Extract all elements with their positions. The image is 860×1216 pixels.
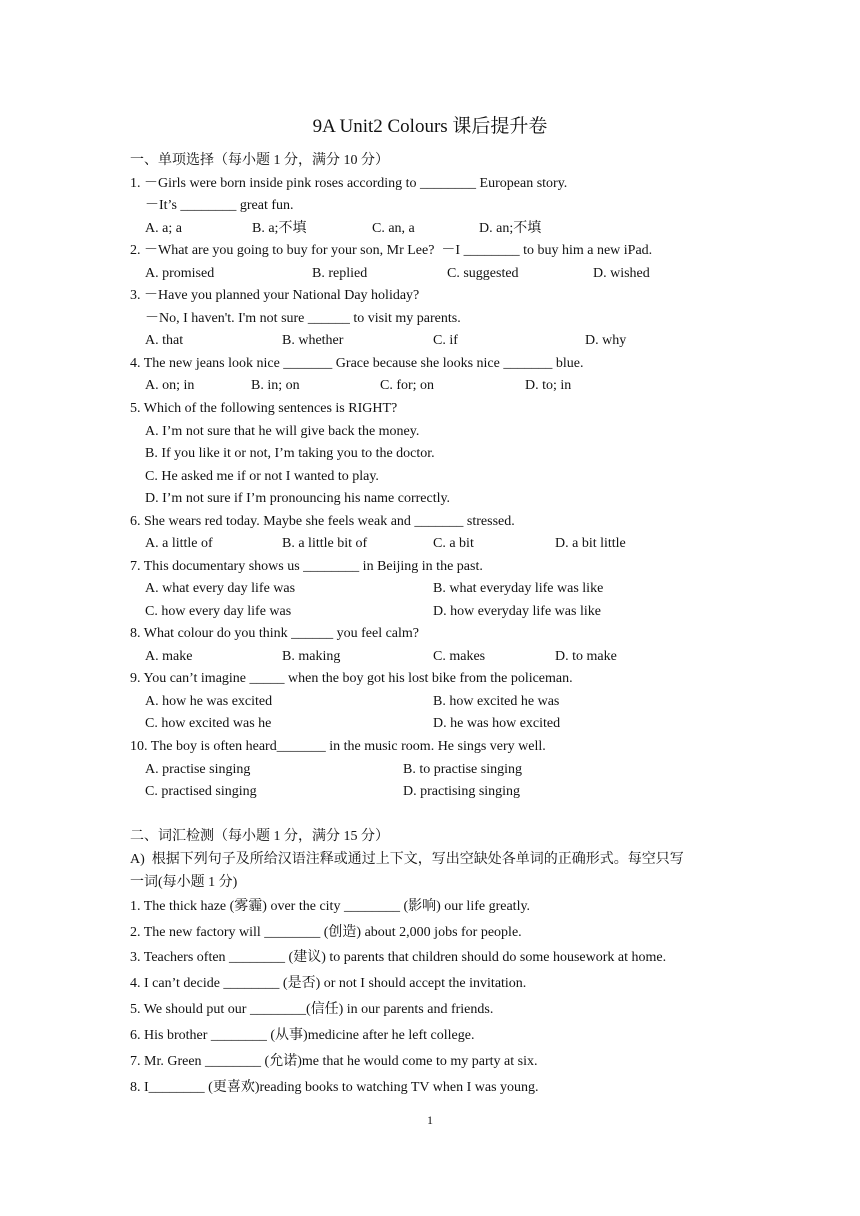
- q1-stem: 1. －Girls were born inside pink roses according to ________ European story.: [130, 176, 568, 191]
- vocab-item: 8. I________ (更喜欢)reading books to watching TV when I was young.: [130, 1080, 539, 1095]
- q4-option-b: B. in; on: [251, 378, 300, 393]
- q5-option-b: B. If you like it or not, I’m taking you to the doctor.: [145, 446, 435, 461]
- vocab-item: 4. I can’t decide ________ (是否) or not I should accept the invitation.: [130, 976, 527, 991]
- q1-option-b: B. a;不填: [252, 221, 307, 236]
- q3-option-c: C. if: [433, 333, 458, 348]
- q5-option-d: D. I’m not sure if I’m pronouncing his name correctly.: [145, 491, 451, 506]
- q7-stem: 7. This documentary shows us ________ in Beijing in the past.: [130, 559, 483, 574]
- q9-option-c: C. how excited was he: [145, 716, 272, 731]
- q4-option-d: D. to; in: [525, 378, 572, 393]
- q2-stem: 2. －What are you going to buy for your son, Mr Lee? －I ________ to buy him a new iPad.: [130, 243, 653, 258]
- q10-option-c: C. practised singing: [145, 784, 257, 799]
- vocab-item: 3. Teachers often ________ (建议) to parents that children should do some housework at home.: [130, 950, 667, 965]
- q9-option-a: A. how he was excited: [145, 694, 273, 709]
- q1-option-d: D. an;不填: [479, 221, 542, 236]
- q4-stem: 4. The new jeans look nice _______ Grace because she looks nice _______ blue.: [130, 356, 584, 371]
- q9-stem: 9. You can’t imagine _____ when the boy got his lost bike from the policeman.: [130, 671, 573, 686]
- q2-option-b: B. replied: [312, 266, 368, 281]
- q7-option-d: D. how everyday life was like: [433, 604, 601, 619]
- q2-option-c: C. suggested: [447, 266, 519, 281]
- q8-option-c: C. makes: [433, 649, 486, 664]
- vocab-item: 7. Mr. Green ________ (允诺)me that he would come to my party at six.: [130, 1054, 538, 1069]
- q3-option-a: A. that: [145, 333, 184, 348]
- section2-instruction-cont: 一词(每小题 1 分): [130, 875, 238, 890]
- vocab-item: 2. The new factory will ________ (创造) about 2,000 jobs for people.: [130, 925, 522, 940]
- q8-option-b: B. making: [282, 649, 341, 664]
- q6-option-d: D. a bit little: [555, 536, 626, 551]
- q10-stem: 10. The boy is often heard_______ in the music room. He sings very well.: [130, 739, 546, 754]
- q2-option-a: A. promised: [145, 266, 215, 281]
- section1-heading: 一、单项选择（每小题 1 分，满分 10 分）: [130, 153, 389, 168]
- q3-stem-line2: －No, I haven't. I'm not sure ______ to visit my parents.: [145, 311, 461, 326]
- q4-option-a: A. on; in: [145, 378, 195, 393]
- q4-option-c: C. for; on: [380, 378, 435, 393]
- q8-stem: 8. What colour do you think ______ you feel calm?: [130, 626, 420, 641]
- q3-option-d: D. why: [585, 333, 627, 348]
- q7-option-c: C. how every day life was: [145, 604, 292, 619]
- q9-option-d: D. he was how excited: [433, 716, 561, 731]
- q6-option-a: A. a little of: [145, 536, 213, 551]
- q1-option-c: C. an, a: [372, 221, 415, 236]
- q2-option-d: D. wished: [593, 266, 650, 281]
- q1-stem-line2: －It’s ________ great fun.: [145, 198, 294, 213]
- q10-option-a: A. practise singing: [145, 762, 251, 777]
- q3-option-b: B. whether: [282, 333, 344, 348]
- section2-heading: 二、词汇检测（每小题 1 分，满分 15 分）: [130, 829, 389, 844]
- q8-option-a: A. make: [145, 649, 193, 664]
- q9-option-b: B. how excited he was: [433, 694, 560, 709]
- q5-stem: 5. Which of the following sentences is RIGHT?: [130, 401, 398, 416]
- q7-option-a: A. what every day life was: [145, 581, 296, 596]
- q10-option-d: D. practising singing: [403, 784, 521, 799]
- vocab-item: 5. We should put our ________(信任) in our parents and friends.: [130, 1002, 494, 1017]
- q7-option-b: B. what everyday life was like: [433, 581, 604, 596]
- q5-option-a: A. I’m not sure that he will give back the money.: [145, 424, 420, 439]
- vocab-item: 1. The thick haze (雾霾) over the city ________ (影响) our life greatly.: [130, 899, 531, 914]
- q6-option-c: C. a bit: [433, 536, 474, 551]
- document-title: 9A Unit2 Colours 课后提升卷: [312, 116, 548, 137]
- q10-option-b: B. to practise singing: [403, 762, 522, 777]
- q8-option-d: D. to make: [555, 649, 617, 664]
- q6-stem: 6. She wears red today. Maybe she feels weak and _______ stressed.: [130, 514, 515, 529]
- q6-option-b: B. a little bit of: [282, 536, 368, 551]
- q5-option-c: C. He asked me if or not I wanted to play.: [145, 469, 379, 484]
- q1-option-a: A. a; a: [145, 221, 182, 236]
- q3-stem: 3. －Have you planned your National Day holiday?: [130, 288, 420, 303]
- page-number: 1: [427, 1113, 433, 1127]
- section2-instruction: A) 根据下列句子及所给汉语注释或通过上下文，写出空缺处各单词的正确形式。每空只写: [130, 852, 684, 867]
- vocab-item: 6. His brother ________ (从事)medicine after he left college.: [130, 1028, 475, 1043]
